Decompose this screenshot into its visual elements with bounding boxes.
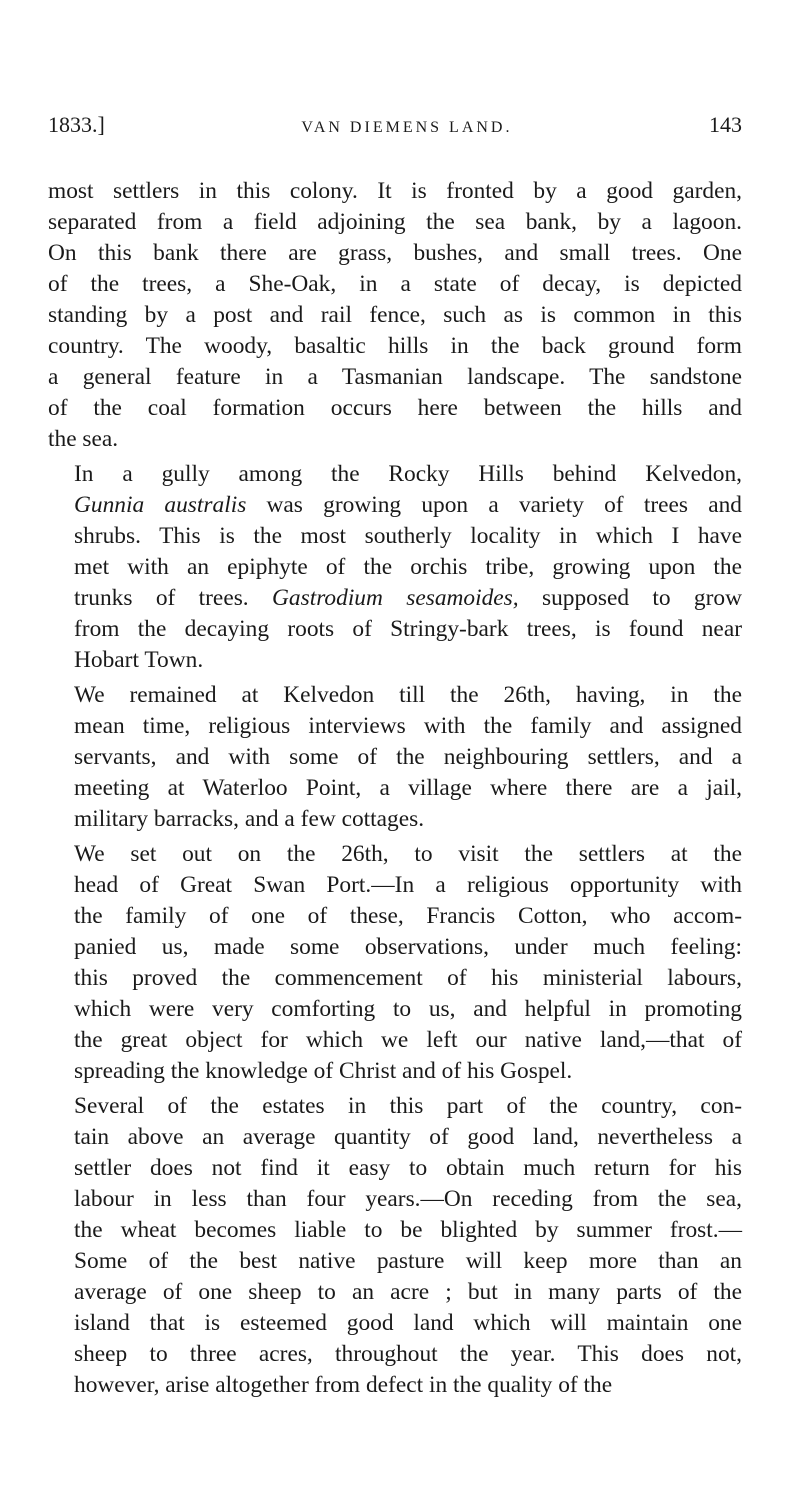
text-line: the great object for which we left our native land,—that of [74, 1027, 742, 1053]
text-line: military barracks, and a few cottages. [74, 806, 425, 832]
text-line: panied us, made some observations, under much feeling: [74, 934, 742, 960]
text-line: met with an epiphyte of the orchis tribe, growing upon the [74, 554, 742, 580]
text-line: country. The woody, basaltic hills in the back ground form [48, 333, 742, 359]
text-line: of the coal formation occurs here between the hills and [48, 395, 742, 421]
body-text [48, 176, 742, 1401]
text-line: standing by a post and rail fence, such as is common in this [48, 302, 742, 328]
text-line: average of one sheep to an acre ; but in many parts of the [74, 1279, 742, 1305]
text-line: the sea. [48, 426, 119, 452]
text-line: head of Great Swan Port.—In a religious opportunity with [74, 872, 742, 898]
text-line: shrubs. This is the most southerly locality in which I have [74, 523, 742, 549]
text-line: On this bank there are grass, bushes, and small trees. One [48, 240, 742, 266]
text-line: settler does not find it easy to obtain much return for his [74, 1155, 742, 1181]
header-title: VAN DIEMENS LAND. [301, 119, 513, 136]
paragraph [48, 839, 742, 1087]
text-line: In a gully among the Rocky Hills behind Kelvedon, [74, 461, 742, 487]
text-line: island that is esteemed good land which will maintain one [74, 1310, 742, 1336]
text-line: Several of the estates in this part of the country, con- [74, 1093, 742, 1119]
text-line: meeting at Waterloo Point, a village where there are a jail, [74, 775, 742, 801]
text-line: this proved the commencement of his ministerial labours, [74, 965, 742, 991]
text-line: We set out on the 26th, to visit the settlers at the [74, 841, 742, 867]
italic-term: Gunnia australis [74, 492, 247, 518]
text-line: separated from a field adjoining the sea bank, by a lagoon. [48, 209, 742, 235]
paragraph [48, 1091, 742, 1401]
text-line: spreading the knowledge of Christ and of his Gospel. [74, 1058, 573, 1084]
text-line: tain above an average quantity of good land, nevertheless a [74, 1124, 742, 1150]
book-page [48, 112, 742, 1405]
text-line: from the decaying roots of Stringy-bark trees, is found near [74, 616, 742, 642]
header-year: 1833.] [48, 112, 105, 137]
text-line: however, arise altogether from defect in the quality of the [74, 1372, 613, 1398]
text-line: mean time, religious interviews with the family and assigned [74, 713, 742, 739]
text-line: of the trees, a She-Oak, in a state of decay, is depicted [48, 271, 742, 297]
paragraph [48, 680, 742, 835]
text-line: labour in less than four years.—On receding from the sea, [74, 1186, 742, 1212]
text-line: most settlers in this colony. It is fronted by a good garden, [48, 178, 742, 204]
text-line: the wheat becomes liable to be blighted by summer frost.— [74, 1217, 742, 1243]
text-line: Hobart Town. [74, 647, 204, 673]
text-line: a general feature in a Tasmanian landscape. The sandstone [48, 364, 742, 390]
text-line: We remained at Kelvedon till the 26th, having, in the [74, 682, 742, 708]
text-line: trunks of trees. Gastrodium sesamoides, supposed to grow [74, 585, 742, 611]
running-head [48, 112, 742, 152]
text-line: Gunnia australis was growing upon a variety of trees and [74, 492, 742, 518]
text-line: Some of the best native pasture will keep more than an [74, 1248, 742, 1274]
italic-term: Gastrodium sesamoides, [272, 585, 519, 611]
text-line: the family of one of these, Francis Cotton, who accom- [74, 903, 742, 929]
text-line: which were very comforting to us, and helpful in promoting [74, 996, 742, 1022]
paragraph [48, 459, 742, 676]
text-line: sheep to three acres, throughout the year. This does not, [74, 1341, 742, 1367]
text-line: servants, and with some of the neighbouring settlers, and a [74, 744, 742, 770]
paragraph [48, 176, 742, 455]
page-number: 143 [708, 112, 742, 137]
